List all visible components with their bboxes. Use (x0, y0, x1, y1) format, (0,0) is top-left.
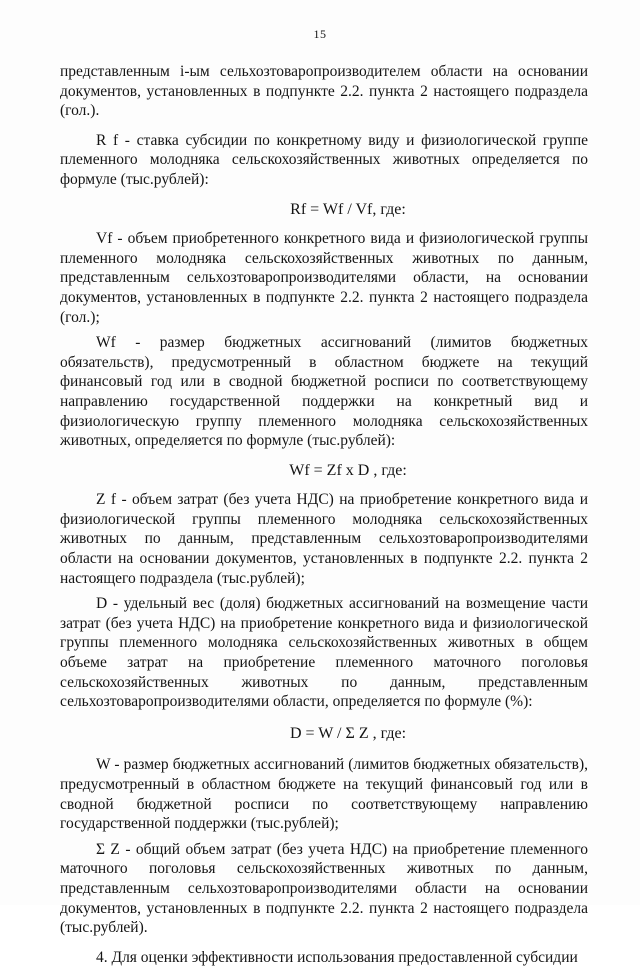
paragraph-w-definition: W - размер бюджетных ассигнований (лимитов бюджетных обязательств), предусмотренный в областном бюджете на текущий финансовый год или в сводной бюджетной росписи по соответствующему направлению государственной поддержки (тыс.рублей); (60, 756, 588, 833)
paragraph-vf-definition: Vf - объем приобретенного конкретного вида и физиологической группы племенного молодняка сельскохозяйственных животных по данным, представленным сельхозтоваропроизводителями области, на основании документов, установленных в подпункте 2.2. пункта 2 настоящего подраздела (гол.); (60, 230, 588, 326)
paragraph-continuation: представленным i-ым сельхозтоваропроизводителем области на основании документов, установленных в подпункте 2.2. пункта 2 настоящего подраздела (гол.). (60, 63, 588, 120)
formula-rf: Rf = Wf / Vf, где: (290, 200, 406, 218)
page-body (60, 62, 588, 967)
paragraph-d-definition: D - удельный вес (доля) бюджетных ассигнований на возмещение части затрат (без учета НДС) на приобретение конкретного вида и физиологической группы племенного молодняка сельскохозяйственных животных в общем объеме затрат на приобретение племенного маточного поголовья сельскохозяйственных животных по данным, представленным сельхозтоваропроизводителями области, определяется по формуле (%): (60, 595, 588, 711)
page-number: 15 (313, 27, 327, 41)
paragraph-wf-definition: Wf - размер бюджетных ассигнований (лимитов бюджетных обязательств), предусмотренный в областном бюджете на текущий финансовый год или в сводной бюджетной росписи по соответствующему направлению государственной поддержки на конкретный вид и физиологическую группу племенного молодняка сельскохозяйственных животных, определяется по формуле (тыс.рублей): (60, 334, 588, 450)
formula-wf: Wf = Zf x D , где: (289, 461, 407, 479)
formula-d: D = W / Σ Z , где: (289, 724, 407, 742)
paragraph-zf-definition: Z f - объем затрат (без учета НДС) на приобретение конкретного вида и физиологической группы племенного молодняка сельскохозяйственных животных по данным, представленным сельхозтоваропроизводителями области на основании документов, установленных в подпункте 2.2. пункта 2 настоящего подраздела (тыс.рублей); (60, 491, 588, 587)
paragraph-rf-definition: R f - ставка субсидии по конкретному виду и физиологической группе племенного молодняка сельскохозяйственных животных определяется по формуле (тыс.рублей): (60, 131, 588, 188)
paragraph-section-4: 4. Для оценки эффективности использования предоставленной субсидии (96, 948, 578, 966)
paragraph-sum-z-definition: Σ Z - общий объем затрат (без учета НДС) на приобретение племенного маточного поголовья сельскохозяйственных животных по данным, представленным сельхозтоваропроизводителями области на основании документов, установленных в подпункте 2.2. пункта 2 настоящего подраздела (тыс.рублей). (60, 840, 588, 937)
